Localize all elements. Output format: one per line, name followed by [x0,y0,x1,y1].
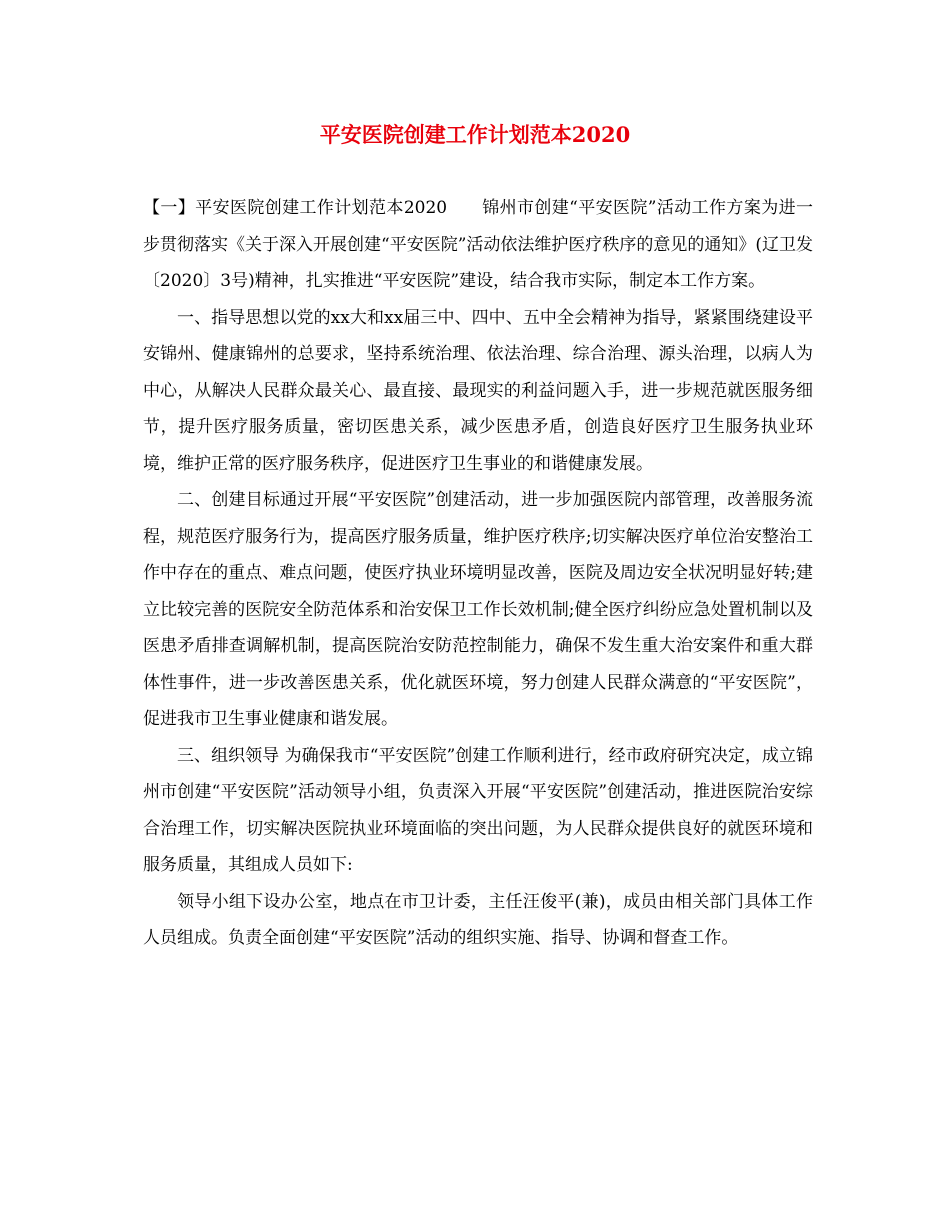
document-title: 平安医院创建工作计划范本2020 [319,122,631,147]
paragraph-office: 领导小组下设办公室，地点在市卫计委，主任汪俊平(兼)，成员由相关部门具体工作人员组成。负责全面创建“平安医院”活动的组织实施、指导、协调和督查工作。 [143,891,813,948]
paragraph-goals: 二、创建目标通过开展“平安医院”创建活动，进一步加强医院内部管理，改善服务流程，规范医疗服务行为，提高医疗服务质量，维护医疗秩序;切实解决医疗单位治安整治工作中存在的重点、难点问题，使医疗执业环境明显改善，医院及周边安全状况明显好转;建立比较完善的医院安全防范体系和治安保卫工作长效机制;健全医疗纠纷应急处置机制以及医患矛盾排查调解机制，提高医院治安防范控制能力，确保不发生重大治安案件和重大群体性事件，进一步改善医患关系，优化就医环境，努力创建人民群众满意的“平安医院”，促进我市卫生事业健康和谐发展。 [143,490,813,729]
paragraph-intro: 【一】平安医院创建工作计划范本2020 锦州市创建“平安医院”活动工作方案为进一步贯彻落实《关于深入开展创建“平安医院”活动依法维护医疗秩序的意见的通知》(辽卫发〔2020〕3号)精神，扎实推进“平安医院”建设，结合我市实际，制定本工作方案。 [143,198,814,291]
document-body [143,190,813,957]
paragraph-guiding-ideology: 一、指导思想以党的xx大和xx届三中、四中、五中全会精神为指导，紧紧围绕建设平安锦州、健康锦州的总要求，坚持系统治理、依法治理、综合治理、源头治理，以病人为中心，从解决人民群众最关心、最直接、最现实的利益问题入手，进一步规范就医服务细节，提升医疗服务质量，密切医患关系，减少医患矛盾，创造良好医疗卫生服务执业环境，维护正常的医疗服务秩序，促进医疗卫生事业的和谐健康发展。 [143,307,813,474]
paragraph-leadership: 三、组织领导 为确保我市“平安医院”创建工作顺利进行，经市政府研究决定，成立锦州市创建“平安医院”活动领导小组，负责深入开展“平安医院”创建活动，推进医院治安综合治理工作，切实解决医院执业环境面临的突出问题，为人民群众提供良好的就医环境和服务质量，其组成人员如下: [143,745,813,875]
